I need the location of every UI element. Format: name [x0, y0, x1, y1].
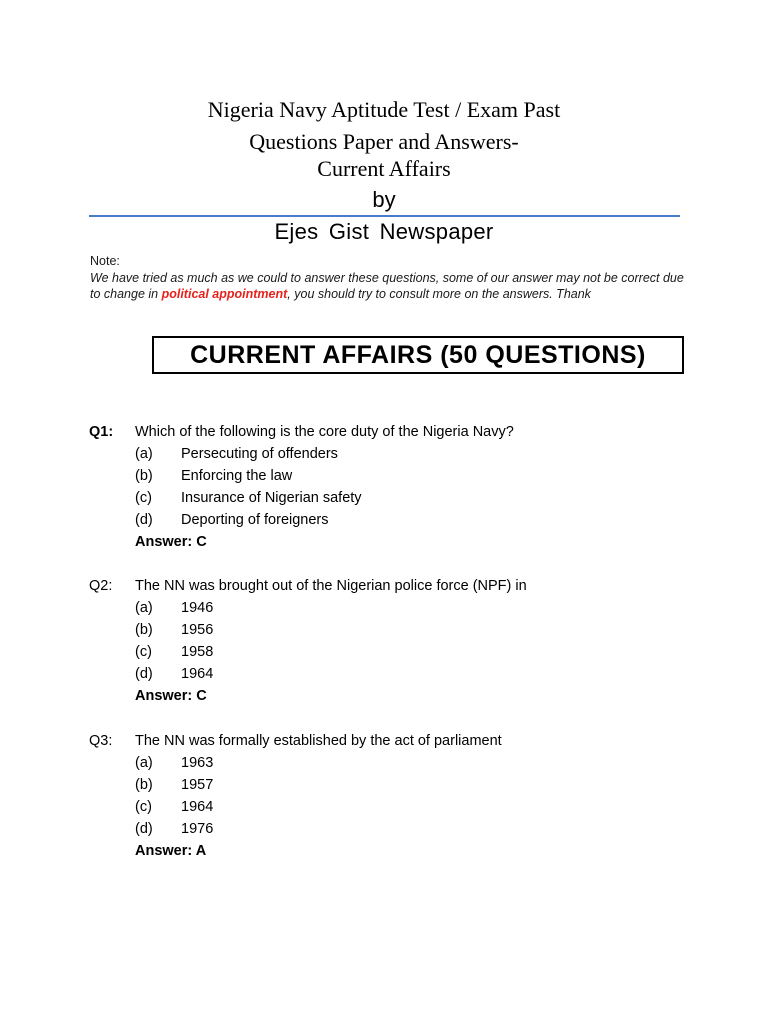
note-block: [90, 253, 690, 303]
answer-text: Answer: C: [135, 534, 207, 550]
question-number: Q1:: [89, 424, 114, 440]
option-letter: (b): [135, 777, 153, 793]
option-row: [89, 619, 729, 641]
option-letter: (a): [135, 600, 153, 616]
question-text: The NN was brought out of the Nigerian police force (NPF) in: [135, 578, 527, 594]
question-text: Which of the following is the core duty of the Nigeria Navy?: [135, 424, 514, 440]
option-row: [89, 465, 729, 487]
doc-title-line-1: Nigeria Navy Aptitude Test / Exam Past: [207, 97, 561, 122]
option-row: [89, 752, 729, 774]
question-row: [89, 575, 729, 597]
note-label: Note:: [90, 254, 120, 268]
header-divider: [89, 215, 680, 217]
option-text: 1963: [181, 755, 214, 771]
option-text: 1946: [181, 600, 214, 616]
option-text: 1956: [181, 622, 214, 638]
option-text: Insurance of Nigerian safety: [181, 490, 362, 506]
question-block: [89, 575, 729, 707]
option-row: [89, 641, 729, 663]
option-letter: (a): [135, 755, 153, 771]
option-text: 1957: [181, 777, 214, 793]
option-row: [89, 663, 729, 685]
option-text: 1964: [181, 799, 214, 815]
option-row: [89, 509, 729, 531]
option-text: Persecuting of offenders: [181, 446, 338, 462]
option-text: Enforcing the law: [181, 468, 293, 484]
answer-text: Answer: C: [135, 688, 207, 704]
option-letter: (b): [135, 622, 153, 638]
option-row: [89, 597, 729, 619]
section-title: CURRENT AFFAIRS (50 QUESTIONS): [190, 340, 646, 369]
answer-row: [89, 531, 729, 553]
question-number: Q2:: [89, 578, 113, 594]
option-letter: (b): [135, 468, 153, 484]
answer-row: [89, 840, 729, 862]
option-text: 1976: [181, 821, 214, 837]
note-highlight: political appointment: [161, 287, 288, 301]
answer-row: [89, 685, 729, 707]
option-letter: (c): [135, 644, 152, 660]
option-row: [89, 774, 729, 796]
option-row: [89, 443, 729, 465]
note-text-after: , you should try to consult more on the answers. Thank: [287, 287, 591, 301]
note-text-before: We have tried as much as we could to answer these questions, some of our answer may not be correct due to change in: [90, 270, 684, 301]
option-letter: (a): [135, 446, 153, 462]
option-row: [89, 818, 729, 840]
option-row: [89, 796, 729, 818]
option-letter: (c): [135, 799, 152, 815]
question-number: Q3:: [89, 733, 113, 749]
question-text: The NN was formally established by the act of parliament: [135, 733, 502, 749]
question-block: [89, 730, 729, 862]
option-text: 1964: [181, 666, 214, 682]
option-letter: (d): [135, 512, 153, 528]
doc-title-line-3: Current Affairs: [317, 156, 451, 181]
byline-by: by: [372, 187, 396, 212]
publisher-name: Ejes Gist Newspaper: [274, 219, 494, 244]
question-block: [89, 421, 729, 553]
note-text: [90, 271, 684, 302]
doc-title-line-2: Questions Paper and Answers-: [249, 129, 519, 154]
question-row: [89, 730, 729, 752]
section-heading-box: [152, 336, 684, 374]
option-text: Deporting of foreigners: [181, 512, 329, 528]
answer-text: Answer: A: [135, 843, 207, 859]
option-letter: (c): [135, 490, 152, 506]
option-letter: (d): [135, 821, 153, 837]
option-row: [89, 487, 729, 509]
option-text: 1958: [181, 644, 214, 660]
option-letter: (d): [135, 666, 153, 682]
question-row: [89, 421, 729, 443]
